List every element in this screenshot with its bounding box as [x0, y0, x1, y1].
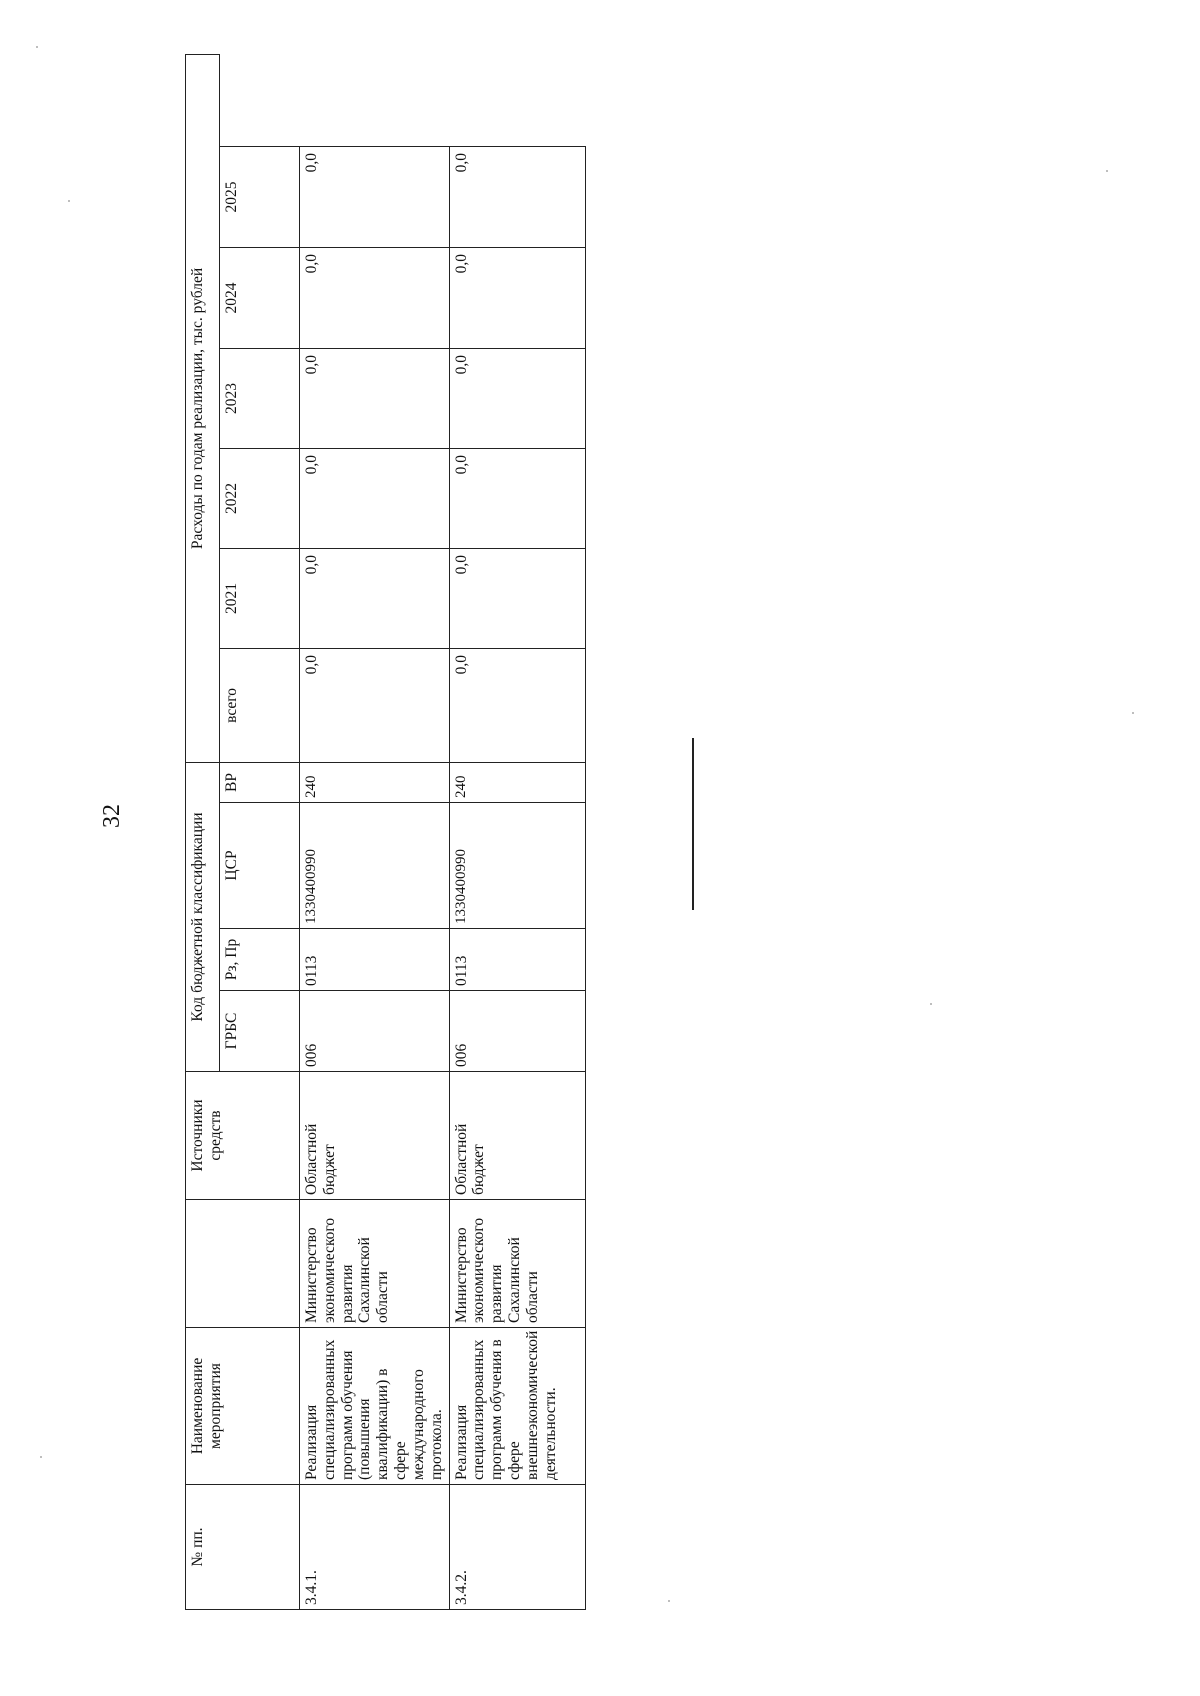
- row-executor: Министерство экономического развития Сахалинской области: [449, 1200, 585, 1328]
- row-grbs: 006: [449, 991, 585, 1072]
- scan-speck: [668, 1600, 670, 1602]
- rotated-table-wrapper: [185, 55, 581, 1610]
- row-source: Областной бюджет: [449, 1072, 585, 1200]
- scan-speck: [1132, 712, 1134, 714]
- row-2023: 0,0: [449, 348, 585, 448]
- scan-speck: [36, 46, 38, 48]
- scan-speck: [68, 200, 70, 202]
- header-vr: ВР: [220, 762, 300, 802]
- header-rzpr: Рз, Пр: [220, 929, 300, 991]
- budget-table: [185, 54, 586, 1610]
- row-rzpr: 0113: [300, 929, 450, 991]
- row-rzpr: 0113: [449, 929, 585, 991]
- row-2025: 0,0: [300, 146, 450, 247]
- header-2023: 2023: [220, 348, 300, 448]
- row-2024: 0,0: [449, 247, 585, 348]
- header-budget-code: Код бюджетной классификации: [186, 762, 220, 1071]
- table-row: [449, 54, 585, 1609]
- header-csr: ЦСР: [220, 803, 300, 929]
- header-num: № пп.: [186, 1485, 300, 1610]
- row-2025: 0,0: [449, 146, 585, 247]
- row-source: Областной бюджет: [300, 1072, 450, 1200]
- header-name: Наименование мероприятия: [186, 1328, 300, 1485]
- header-grbs: ГРБС: [220, 991, 300, 1072]
- row-csr: 1330400990: [449, 803, 585, 929]
- header-sources: Источники средств: [186, 1072, 300, 1200]
- header-expenses: Расходы по годам реализации, тыс. рублей: [186, 54, 220, 762]
- header-2022: 2022: [220, 448, 300, 548]
- row-2021: 0,0: [300, 548, 450, 648]
- header-2021: 2021: [220, 548, 300, 648]
- row-total: 0,0: [449, 648, 585, 762]
- row-vr: 240: [300, 762, 450, 802]
- row-executor: Министерство экономического развития Сахалинской области: [300, 1200, 450, 1328]
- row-name: Реализация специализированных программ обучения в сфере внешнеэкономической деятельности.: [449, 1328, 585, 1485]
- row-num: 3.4.1.: [300, 1485, 450, 1610]
- end-rule: [692, 738, 694, 910]
- header-2025: 2025: [220, 146, 300, 247]
- header-executor: [186, 1200, 300, 1328]
- row-total: 0,0: [300, 648, 450, 762]
- row-2023: 0,0: [300, 348, 450, 448]
- header-total: всего: [220, 648, 300, 762]
- scan-speck: [40, 1456, 42, 1458]
- row-name: Реализация специализированных программ обучения (повышения квалификации) в сфере международного протокола.: [300, 1328, 450, 1485]
- row-num: 3.4.2.: [449, 1485, 585, 1610]
- row-2021: 0,0: [449, 548, 585, 648]
- row-2024: 0,0: [300, 247, 450, 348]
- row-vr: 240: [449, 762, 585, 802]
- row-grbs: 006: [300, 991, 450, 1072]
- row-csr: 1330400990: [300, 803, 450, 929]
- scan-speck: [1106, 170, 1108, 172]
- table-row: [300, 54, 450, 1609]
- header-2024: 2024: [220, 247, 300, 348]
- row-2022: 0,0: [449, 448, 585, 548]
- scan-speck: [930, 1003, 932, 1005]
- row-2022: 0,0: [300, 448, 450, 548]
- page-number: 32: [99, 804, 125, 828]
